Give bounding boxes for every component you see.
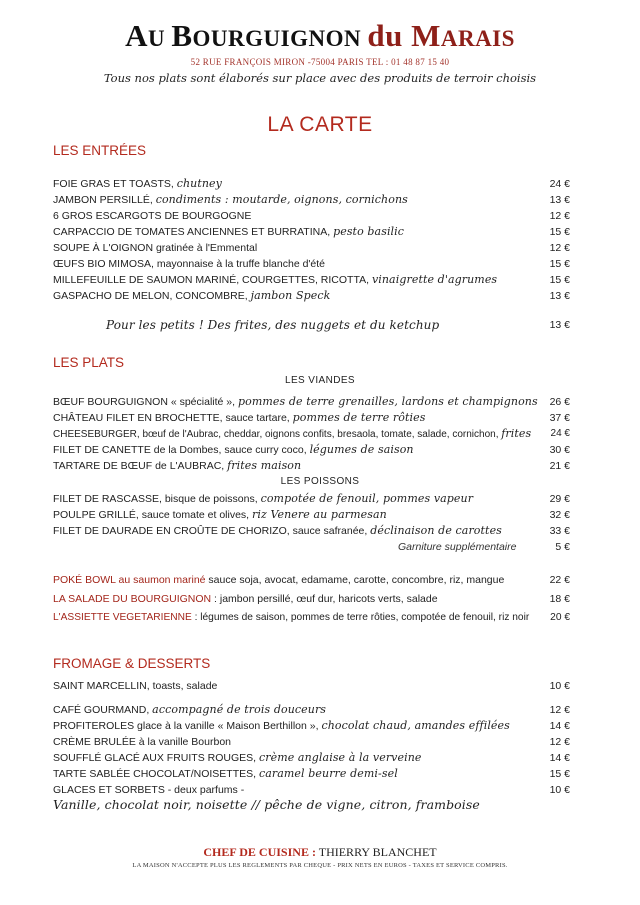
menu-item [53, 678, 570, 694]
item-extra: pommes de terre grenailles, lardons et champignons [237, 395, 538, 408]
item-description: : légumes de saison, pommes de terre rôties, compotée de fenouil, riz noir [191, 612, 530, 623]
item-price: 21 € [549, 460, 570, 472]
item-name: SAINT MARCELLIN, toasts, salade [53, 680, 218, 692]
menu-item [53, 410, 570, 426]
tagline: Tous nos plats sont élaborés sur place avec des produits de terroir choisis [103, 71, 537, 85]
flavours-text: Vanille, chocolat noir, noisette // pêche de vigne, citron, framboise [53, 797, 480, 812]
item-extra: chutney [176, 177, 222, 190]
item-price: 13 € [549, 194, 570, 206]
item-price: 10 € [549, 680, 570, 692]
item-price: 24 € [550, 428, 570, 439]
menu-item [53, 288, 570, 304]
item-name: CRÈME BRULÉE à la vanille Bourbon [53, 736, 231, 748]
item-extra: déclinaison de carottes [370, 524, 502, 537]
payment-notice: LA MAISON N'ACCEPTE PLUS LES REGLEMENTS PAR CHEQUE - PRIX NETS EN EUROS - TAXES ET SERVICE COMPRIS. [132, 862, 508, 869]
item-price: 26 € [549, 396, 570, 408]
chef-line [0, 845, 640, 860]
menu-item [53, 507, 570, 523]
special-item [53, 610, 570, 626]
menu-item [53, 491, 570, 507]
menu-item [53, 426, 570, 442]
chef-label: CHEF DE CUISINE : [203, 845, 316, 859]
item-price: 12 € [549, 210, 570, 222]
carte-title: LA CARTE [267, 113, 373, 136]
item-name: POKÉ BOWL au saumon mariné [53, 574, 206, 586]
chef-name: THIERRY BLANCHET [315, 845, 437, 859]
item-price: 29 € [549, 493, 570, 505]
menu-item [53, 718, 570, 734]
menu-item [53, 766, 570, 782]
item-price: 10 € [549, 784, 570, 796]
item-name: CAFÉ GOURMAND, [53, 704, 153, 716]
restaurant-title [0, 18, 640, 54]
item-price: 15 € [549, 274, 570, 286]
item-price: 37 € [549, 412, 570, 424]
item-name: L'ASSIETTE VEGETARIENNE [53, 612, 192, 623]
special-item [53, 591, 570, 607]
item-price: 18 € [549, 593, 570, 605]
item-description: sauce soja, avocat, edamame, carotte, concombre, riz, mangue [205, 574, 505, 586]
kids-menu-item [53, 317, 570, 333]
item-name: 6 GROS ESCARGOTS DE BOURGOGNE [53, 210, 252, 222]
menu-item [53, 240, 570, 256]
item-price: 33 € [549, 525, 570, 537]
menu-item [53, 734, 570, 750]
item-name: FOIE GRAS ET TOASTS, [53, 178, 177, 190]
item-price: 14 € [549, 752, 570, 764]
item-price: 32 € [549, 509, 570, 521]
item-name: GASPACHO DE MELON, CONCOMBRE, [53, 290, 251, 302]
item-name: TARTE SABLÉE CHOCOLAT/NOISETTES, [53, 768, 259, 780]
item-name: CARPACCIO DE TOMATES ANCIENNES ET BURRATINA, [53, 226, 334, 238]
item-price: 14 € [549, 720, 570, 732]
item-name: FILET DE RASCASSE, bisque de poissons, [53, 493, 261, 505]
item-extra: pesto basilic [333, 225, 405, 238]
item-name: CHÂTEAU FILET EN BROCHETTE, sauce tartare, [53, 412, 293, 424]
item-extra: frites maison [227, 459, 302, 472]
item-extra: caramel beurre demi-sel [258, 767, 398, 780]
section-heading-plats: LES PLATS [53, 355, 125, 370]
item-extra: condiments : moutarde, oignons, cornichons [155, 193, 408, 206]
item-extra: riz Venere au parmesan [252, 508, 387, 521]
title-part: ARAIS [440, 26, 515, 51]
item-price: 5 € [555, 541, 570, 553]
item-extra: accompagné de trois douceurs [152, 703, 327, 716]
item-extra: jambon Speck [250, 289, 331, 302]
menu-item [53, 702, 570, 718]
menu-item [53, 458, 570, 474]
section-heading-entrees: LES ENTRÉES [53, 143, 147, 158]
menu-item [53, 272, 570, 288]
title-part: M [411, 18, 441, 53]
item-name: FILET DE CANETTE de la Dombes, sauce curry coco, [53, 444, 310, 456]
menu-item [53, 394, 570, 410]
item-name: SOUFFLÉ GLACÉ AUX FRUITS ROUGES, [53, 752, 259, 764]
menu-item [53, 224, 570, 240]
item-name: MILLEFEUILLE DE SAUMON MARINÉ, COURGETTES, RICOTTA, [53, 274, 372, 286]
address-line: 52 RUE FRANÇOIS MIRON -75004 PARIS TEL : 01 48 87 15 40 [190, 57, 450, 67]
item-price: 13 € [549, 290, 570, 302]
subheading-poissons: LES POISSONS [280, 476, 360, 487]
item-price: 12 € [549, 736, 570, 748]
garniture-text: Garniture supplémentaire [398, 541, 517, 553]
item-price: 20 € [550, 612, 570, 623]
item-extra: chocolat chaud, amandes effilées [321, 719, 510, 732]
item-extra: frites [501, 427, 532, 440]
item-extra: pommes de terre rôties [292, 411, 426, 424]
title-part: B [171, 18, 193, 53]
item-price: 13 € [549, 319, 570, 331]
menu-item [53, 208, 570, 224]
item-name: LA SALADE DU BOURGUIGNON [53, 593, 212, 605]
item-price: 15 € [549, 258, 570, 270]
item-price: 15 € [549, 768, 570, 780]
item-price: 12 € [549, 242, 570, 254]
garniture-row [53, 539, 570, 555]
item-extra: vinaigrette d'agrumes [371, 273, 498, 286]
item-name: POULPE GRILLÉ, sauce tomate et olives, [53, 509, 253, 521]
item-price: 24 € [549, 178, 570, 190]
special-item [53, 572, 570, 588]
title-part: du [367, 18, 412, 53]
menu-item [53, 176, 570, 192]
item-name: PROFITEROLES glace à la vanille « Maison Berthillon », [53, 720, 322, 732]
item-name: CHEESEBURGER, bœuf de l'Aubrac, cheddar, oignons confits, bresaola, tomate, salade, cornichon, [53, 429, 502, 440]
kids-text: Pour les petits ! Des frites, des nuggets et du ketchup [106, 318, 440, 332]
item-name: TARTARE DE BŒUF de L'AUBRAC, [53, 460, 228, 472]
item-price: 22 € [549, 574, 570, 586]
title-part: U [147, 26, 172, 51]
item-name: ŒUFS BIO MIMOSA, mayonnaise à la truffe blanche d'été [53, 258, 326, 270]
item-extra: crème anglaise à la verveine [258, 751, 422, 764]
menu-item [53, 256, 570, 272]
item-extra: compotée de fenouil, pommes vapeur [260, 492, 474, 505]
item-price: 15 € [549, 226, 570, 238]
menu-item [53, 192, 570, 208]
item-name: GLACES ET SORBETS - deux parfums - [53, 784, 245, 796]
item-price: 12 € [549, 704, 570, 716]
item-name: FILET DE DAURADE EN CROÛTE DE CHORIZO, sauce safranée, [53, 525, 371, 537]
menu-item [53, 442, 570, 458]
item-name: SOUPE À L'OIGNON gratinée à l'Emmental [53, 242, 258, 254]
title-part: A [125, 18, 148, 53]
item-name: BŒUF BOURGUIGNON « spécialité », [53, 396, 238, 408]
ice-cream-flavours [53, 797, 570, 817]
menu-item [53, 523, 570, 539]
item-description: : jambon persillé, œuf dur, haricots verts, salade [211, 593, 438, 605]
item-price: 30 € [549, 444, 570, 456]
item-extra: légumes de saison [309, 443, 414, 456]
menu-item [53, 750, 570, 766]
section-heading-desserts: FROMAGE & DESSERTS [53, 656, 211, 671]
item-name: JAMBON PERSILLÉ, [53, 194, 156, 206]
title-part: OURGUIGNON [192, 26, 368, 51]
menu-item [53, 782, 570, 798]
subheading-viandes: LES VIANDES [285, 375, 355, 386]
